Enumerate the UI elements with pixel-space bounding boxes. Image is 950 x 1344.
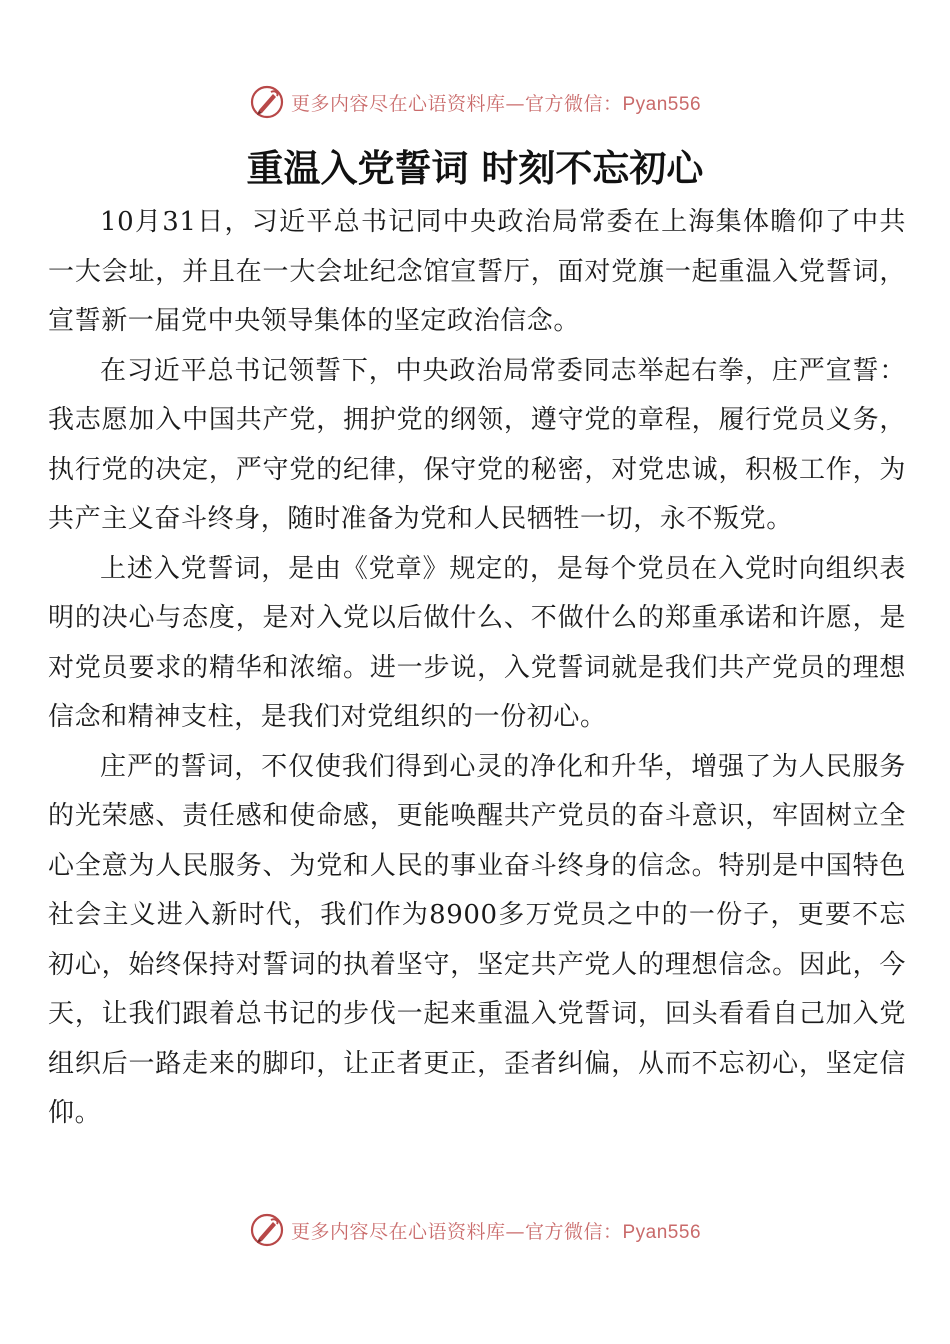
watermark-text (291, 89, 701, 116)
footer-watermark (0, 1210, 950, 1250)
header-watermark (0, 82, 950, 122)
paragraph: 在习近平总书记领誓下，中央政治局常委同志举起右拳，庄严宣誓：我志愿加入中国共产党，拥护党的纲领，遵守党的章程，履行党员义务，执行党的决定，严守党的纪律，保守党的秘密，对党忠诚，积极工作，为共产主义奋斗终身，随时准备为党和人民牺牲一切，永不叛党。 (48, 355, 906, 534)
document-body (48, 198, 906, 1139)
paragraph: 10月31日，习近平总书记同中央政治局常委在上海集体瞻仰了中共一大会址，并且在一大会址纪念馆宣誓厅，面对党旗一起重温入党誓词，宣誓新一届党中央领导集体的坚定政治信念。 (48, 207, 906, 336)
paragraph: 上述入党誓词，是由《党章》规定的，是每个党员在入党时向组织表明的决心与态度，是对入党以后做什么、不做什么的郑重承诺和许愿，是对党员要求的精华和浓缩。进一步说，入党誓词就是我们共产党员的理想信念和精神支柱，是我们对党组织的一份初心。 (48, 553, 906, 732)
fountain-pen-icon (249, 1212, 285, 1248)
watermark-brand: 更多内容尽在心语资料库—官方微信： (290, 1220, 623, 1243)
watermark-handle: Pyan556 (622, 93, 702, 115)
watermark-handle: Pyan556 (622, 1221, 702, 1243)
fountain-pen-icon (249, 84, 285, 120)
watermark-text (291, 1217, 701, 1244)
watermark-brand: 更多内容尽在心语资料库—官方微信： (290, 92, 623, 115)
document-title: 重温入党誓词 时刻不忘初心 (246, 146, 704, 190)
paragraph: 庄严的誓词，不仅使我们得到心灵的净化和升华，增强了为人民服务的光荣感、责任感和使命感，更能唤醒共产党员的奋斗意识，牢固树立全心全意为人民服务、为党和人民的事业奋斗终身的信念。特别是中国特色社会主义进入新时代，我们作为8900多万党员之中的一份子，更要不忘初心，始终保持对誓词的执着坚守，坚定共产党人的理想信念。因此，今天，让我们跟着总书记的步伐一起来重温入党誓词，回头看看自己加入党组织后一路走来的脚印，让正者更正，歪者纠偏，从而不忘初心，坚定信仰。 (48, 751, 906, 1128)
